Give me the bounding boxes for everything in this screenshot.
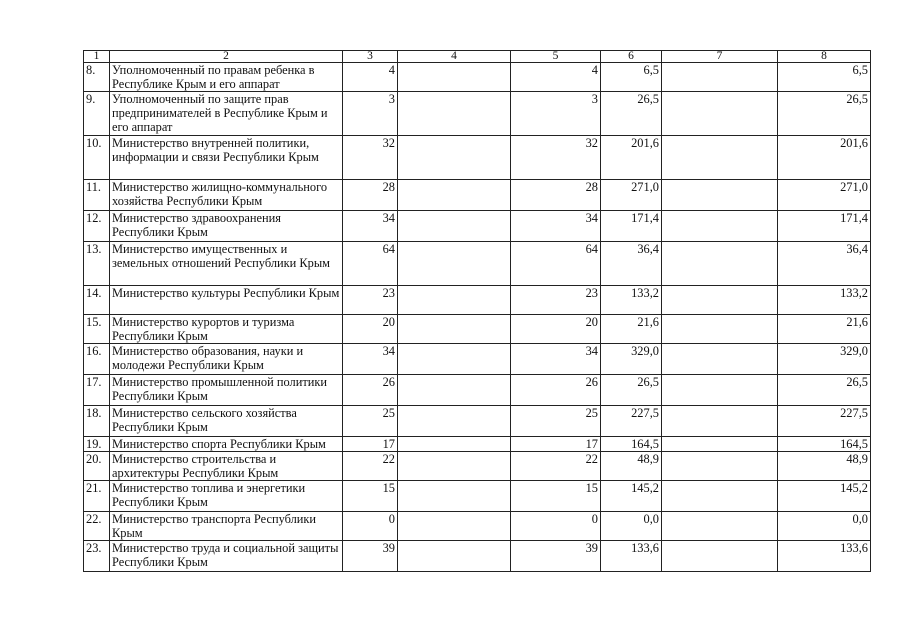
table-row (84, 437, 871, 452)
table-row (84, 211, 871, 242)
column-3-value: 3 (343, 92, 398, 136)
organization-name: Министерство жилищно-коммунального хозяйства Республики Крым (110, 180, 343, 211)
column-4-value (398, 286, 511, 315)
column-8-value: 36,4 (778, 242, 871, 286)
column-5-value: 4 (511, 63, 601, 92)
column-8-value: 164,5 (778, 437, 871, 452)
column-3-value: 20 (343, 315, 398, 344)
column-8-value: 227,5 (778, 406, 871, 437)
column-6-value: 48,9 (601, 452, 662, 481)
organization-name: Министерство транспорта Республики Крым (110, 512, 343, 541)
row-number: 8. (84, 63, 110, 92)
column-3-value: 28 (343, 180, 398, 211)
header-cell: 6 (601, 51, 662, 63)
column-6-value: 227,5 (601, 406, 662, 437)
table-row (84, 481, 871, 512)
column-8-value: 133,2 (778, 286, 871, 315)
row-number: 23. (84, 541, 110, 572)
table-row (84, 452, 871, 481)
table-row (84, 344, 871, 375)
column-3-value: 32 (343, 136, 398, 180)
column-4-value (398, 437, 511, 452)
column-5-value: 20 (511, 315, 601, 344)
column-7-value (662, 180, 778, 211)
table-row (84, 180, 871, 211)
column-6-value: 133,6 (601, 541, 662, 572)
header-cell: 4 (398, 51, 511, 63)
column-6-value: 0,0 (601, 512, 662, 541)
column-5-value: 34 (511, 211, 601, 242)
column-3-value: 34 (343, 344, 398, 375)
column-7-value (662, 541, 778, 572)
column-5-value: 25 (511, 406, 601, 437)
header-cell: 3 (343, 51, 398, 63)
column-3-value: 0 (343, 512, 398, 541)
column-8-value: 0,0 (778, 512, 871, 541)
row-number: 20. (84, 452, 110, 481)
column-5-value: 28 (511, 180, 601, 211)
column-5-value: 64 (511, 242, 601, 286)
table-row (84, 315, 871, 344)
column-4-value (398, 512, 511, 541)
column-3-value: 26 (343, 375, 398, 406)
column-7-value (662, 136, 778, 180)
column-6-value: 145,2 (601, 481, 662, 512)
row-number: 17. (84, 375, 110, 406)
column-4-value (398, 180, 511, 211)
organization-name: Министерство сельского хозяйства Республики Крым (110, 406, 343, 437)
table-row (84, 63, 871, 92)
organization-name: Уполномоченный по защите прав предпринимателей в Республике Крым и его аппарат (110, 92, 343, 136)
table-row (84, 136, 871, 180)
header-cell: 5 (511, 51, 601, 63)
column-7-value (662, 452, 778, 481)
organization-name: Министерство внутренней политики, информации и связи Республики Крым (110, 136, 343, 180)
column-6-value: 133,2 (601, 286, 662, 315)
column-5-value: 34 (511, 344, 601, 375)
column-4-value (398, 315, 511, 344)
column-3-value: 23 (343, 286, 398, 315)
column-6-value: 36,4 (601, 242, 662, 286)
row-number: 12. (84, 211, 110, 242)
column-7-value (662, 512, 778, 541)
row-number: 22. (84, 512, 110, 541)
table-row (84, 512, 871, 541)
table-row (84, 375, 871, 406)
column-7-value (662, 375, 778, 406)
column-8-value: 48,9 (778, 452, 871, 481)
column-7-value (662, 286, 778, 315)
column-3-value: 22 (343, 452, 398, 481)
row-number: 18. (84, 406, 110, 437)
column-3-value: 64 (343, 242, 398, 286)
column-7-value (662, 481, 778, 512)
column-6-value: 21,6 (601, 315, 662, 344)
column-4-value (398, 242, 511, 286)
column-7-value (662, 92, 778, 136)
column-4-value (398, 344, 511, 375)
column-4-value (398, 452, 511, 481)
column-5-value: 3 (511, 92, 601, 136)
table-row (84, 406, 871, 437)
column-7-value (662, 63, 778, 92)
header-cell: 7 (662, 51, 778, 63)
column-5-value: 17 (511, 437, 601, 452)
column-3-value: 4 (343, 63, 398, 92)
row-number: 9. (84, 92, 110, 136)
column-8-value: 145,2 (778, 481, 871, 512)
column-4-value (398, 63, 511, 92)
organization-name: Министерство промышленной политики Республики Крым (110, 375, 343, 406)
row-number: 21. (84, 481, 110, 512)
column-5-value: 23 (511, 286, 601, 315)
column-8-value: 6,5 (778, 63, 871, 92)
column-8-value: 329,0 (778, 344, 871, 375)
column-6-value: 164,5 (601, 437, 662, 452)
header-cell: 8 (778, 51, 871, 63)
row-number: 11. (84, 180, 110, 211)
column-8-value: 26,5 (778, 375, 871, 406)
table-row (84, 92, 871, 136)
row-number: 14. (84, 286, 110, 315)
column-7-value (662, 242, 778, 286)
column-5-value: 26 (511, 375, 601, 406)
column-3-value: 17 (343, 437, 398, 452)
column-7-value (662, 344, 778, 375)
column-6-value: 171,4 (601, 211, 662, 242)
column-8-value: 271,0 (778, 180, 871, 211)
organization-name: Министерство здравоохранения Республики Крым (110, 211, 343, 242)
column-6-value: 26,5 (601, 92, 662, 136)
column-8-value: 171,4 (778, 211, 871, 242)
column-8-value: 21,6 (778, 315, 871, 344)
column-7-value (662, 406, 778, 437)
row-number: 13. (84, 242, 110, 286)
column-6-value: 329,0 (601, 344, 662, 375)
column-3-value: 15 (343, 481, 398, 512)
column-4-value (398, 375, 511, 406)
column-6-value: 6,5 (601, 63, 662, 92)
organization-name: Министерство культуры Республики Крым (110, 286, 343, 315)
row-number: 10. (84, 136, 110, 180)
column-4-value (398, 481, 511, 512)
organization-name: Министерство имущественных и земельных отношений Республики Крым (110, 242, 343, 286)
table-row (84, 286, 871, 315)
column-7-value (662, 437, 778, 452)
row-number: 16. (84, 344, 110, 375)
column-4-value (398, 541, 511, 572)
organization-name: Министерство топлива и энергетики Республики Крым (110, 481, 343, 512)
column-8-value: 201,6 (778, 136, 871, 180)
column-3-value: 25 (343, 406, 398, 437)
column-5-value: 39 (511, 541, 601, 572)
column-4-value (398, 406, 511, 437)
column-6-value: 271,0 (601, 180, 662, 211)
column-3-value: 34 (343, 211, 398, 242)
table-row (84, 242, 871, 286)
column-3-value: 39 (343, 541, 398, 572)
column-5-value: 32 (511, 136, 601, 180)
organization-name: Уполномоченный по правам ребенка в Республике Крым и его аппарат (110, 63, 343, 92)
organization-name: Министерство строительства и архитектуры Республики Крым (110, 452, 343, 481)
column-5-value: 0 (511, 512, 601, 541)
budget-table (83, 50, 871, 572)
column-5-value: 22 (511, 452, 601, 481)
organization-name: Министерство спорта Республики Крым (110, 437, 343, 452)
column-5-value: 15 (511, 481, 601, 512)
column-4-value (398, 92, 511, 136)
organization-name: Министерство труда и социальной защиты Республики Крым (110, 541, 343, 572)
column-7-value (662, 211, 778, 242)
row-number: 19. (84, 437, 110, 452)
column-8-value: 133,6 (778, 541, 871, 572)
row-number: 15. (84, 315, 110, 344)
column-number-header-row (84, 51, 871, 63)
column-6-value: 201,6 (601, 136, 662, 180)
organization-name: Министерство курортов и туризма Республики Крым (110, 315, 343, 344)
column-7-value (662, 315, 778, 344)
header-cell: 1 (84, 51, 110, 63)
table-row (84, 541, 871, 572)
column-4-value (398, 211, 511, 242)
column-8-value: 26,5 (778, 92, 871, 136)
column-6-value: 26,5 (601, 375, 662, 406)
organization-name: Министерство образования, науки и молодежи Республики Крым (110, 344, 343, 375)
header-cell: 2 (110, 51, 343, 63)
column-4-value (398, 136, 511, 180)
